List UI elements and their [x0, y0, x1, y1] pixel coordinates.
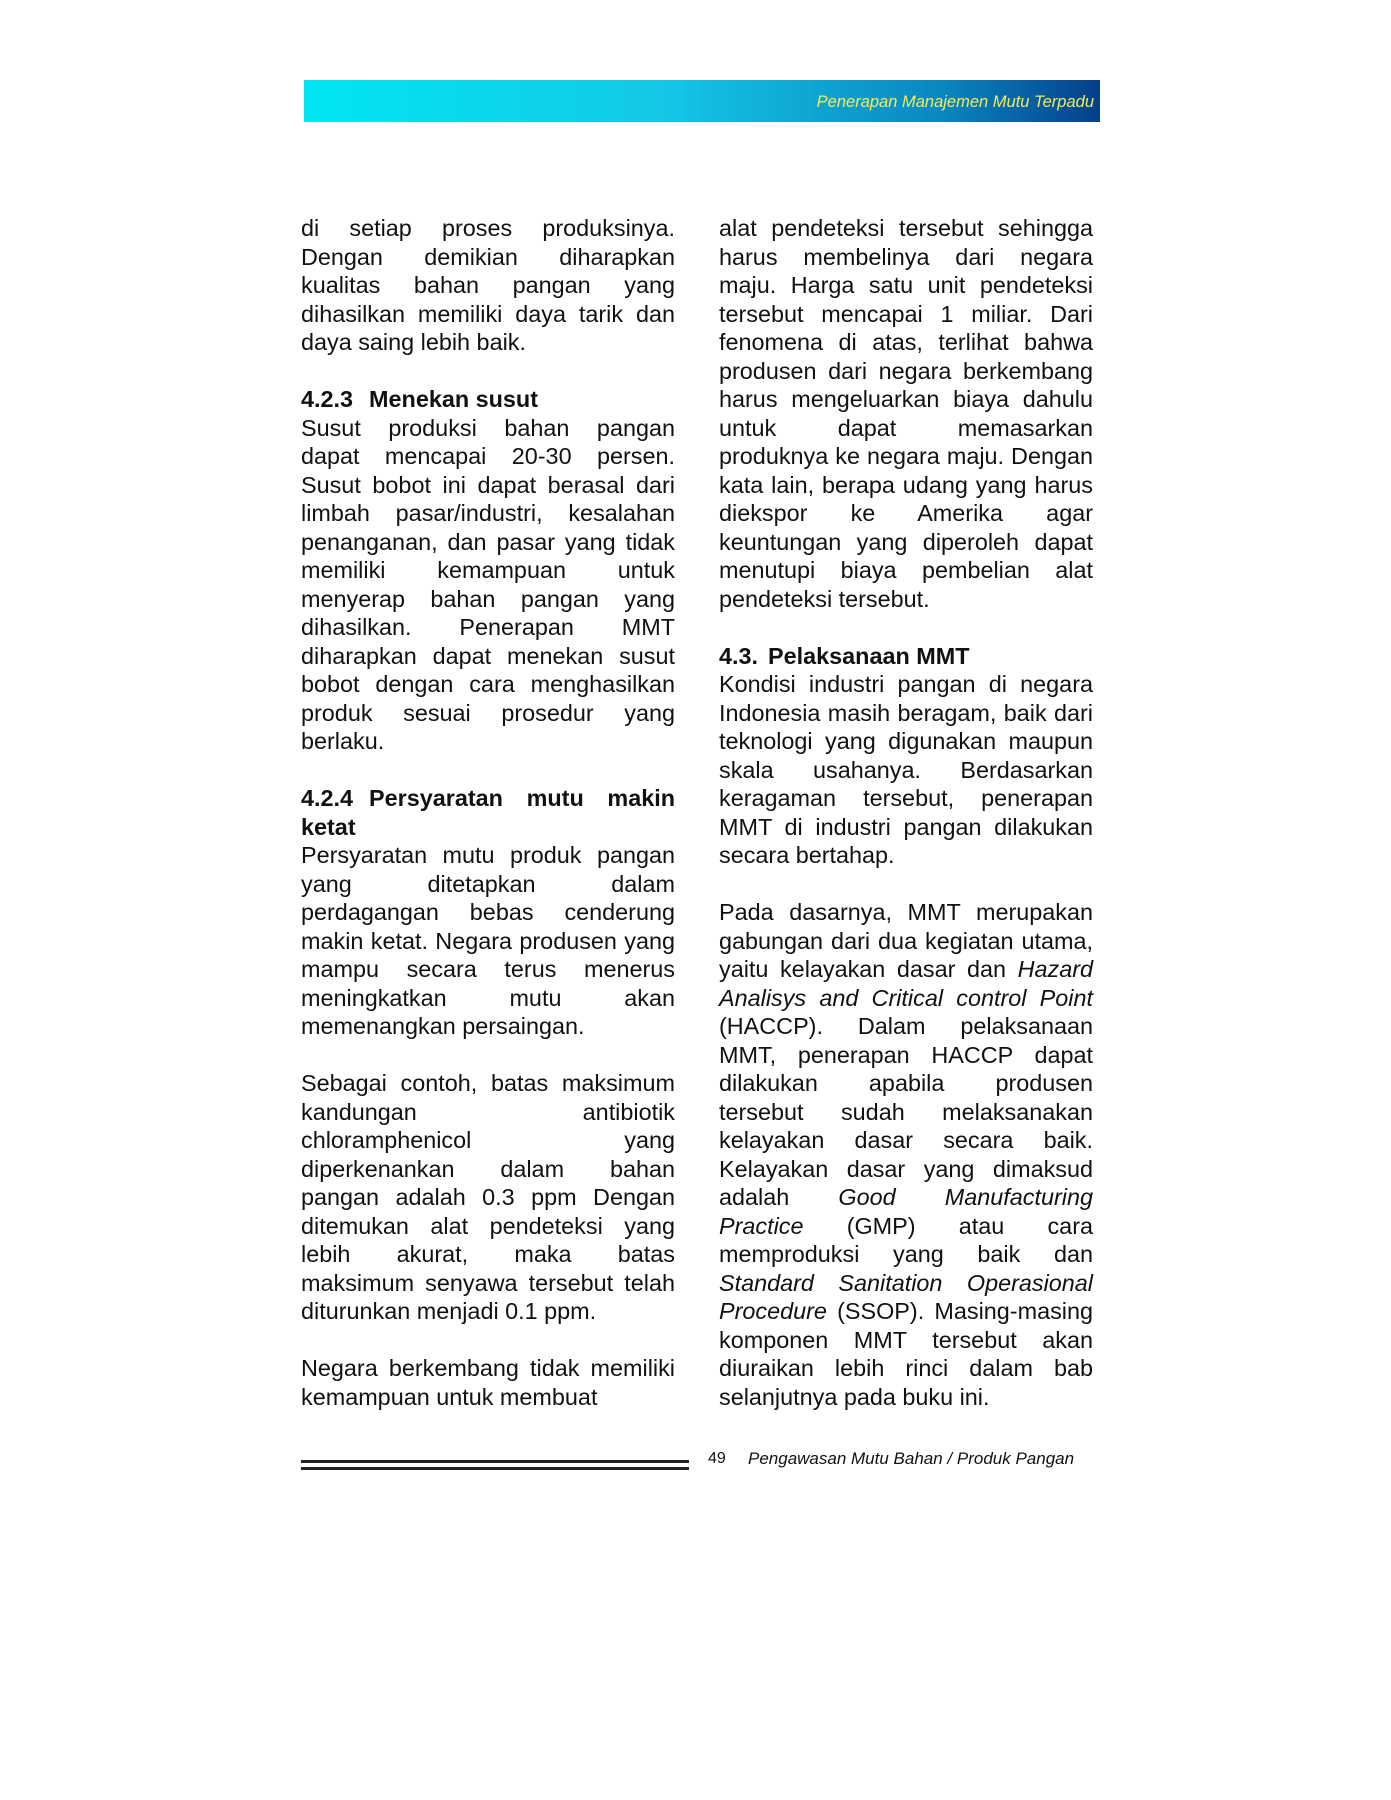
gmp-term: Good Manufacturing Practice — [719, 1184, 1093, 1239]
running-header-title: Penerapan Manajemen Mutu Terpadu — [816, 93, 1094, 111]
section-424-body: Persyaratan mutu produk pangan yang ditetapkan dalam perdagangan bebas cenderung makin ketat. Negara produsen yang mampu secara terus menerus meningkatkan mutu akan memenangkan persaingan. — [301, 842, 675, 1039]
footer-book-title: Pengawasan Mutu Bahan / Produk Pangan — [748, 1449, 1075, 1468]
section-43-heading — [719, 642, 1093, 671]
closing-text-4: (SSOP). Masing-masing komponen MMT tersebut akan diuraikan lebih rinci dalam bab selanjutnya pada buku ini. — [719, 1298, 1093, 1410]
continuation-paragraph: alat pendeteksi tersebut sehingga harus membelinya dari negara maju. Harga satu unit pendeteksi tersebut mencapai 1 miliar. Dari fenomena di atas, terlihat bahwa produsen dari negara berkembang harus mengeluarkan biaya dahulu untuk dapat memasarkan produknya ke negara maju. Dengan kata lain, berapa udang yang harus diekspor ke Amerika agar keuntungan yang diperoleh dapat menutupi biaya pembelian alat pendeteksi tersebut. — [719, 215, 1093, 612]
section-number: 4.2.4 — [301, 785, 354, 811]
haccp-term: Hazard Analisys and Critical control Point — [719, 956, 1093, 1011]
closing-paragraph — [719, 898, 1093, 1411]
page-number: 49 — [708, 1450, 726, 1467]
ssop-term: Standard Sanitation Operasional Procedure — [719, 1269, 1093, 1324]
header-band — [304, 80, 1100, 122]
closing-text-3: (GMP) atau cara memproduksi yang baik dan — [719, 1212, 1093, 1267]
right-column — [719, 214, 1093, 1411]
section-number: 4.3. — [719, 642, 759, 669]
footer-rule-line — [301, 1460, 689, 1463]
section-number: 4.2.3 — [301, 386, 354, 412]
closing-text-1: Pada dasarnya, MMT merupakan gabungan dari dua kegiatan utama, yaitu kelayakan dasar dan — [719, 899, 1093, 982]
developing-country-paragraph: Negara berkembang tidak memiliki kemampuan untuk membuat — [301, 1355, 675, 1410]
section-43-body: Kondisi industri pangan di negara Indonesia masih beragam, baik dari teknologi yang digunakan maupun skala usahanya. Berdasarkan keragaman tersebut, penerapan MMT di industri pangan dilakukan secara bertahap. — [719, 671, 1093, 868]
intro-paragraph: di setiap proses produksinya. Dengan demikian diharapkan kualitas bahan pangan yang dihasilkan memiliki daya tarik dan daya saing lebih baik. — [301, 215, 675, 355]
section-title: Pelaksanaan MMT — [768, 642, 970, 669]
section-423-heading — [301, 385, 675, 414]
section-424-heading — [301, 784, 675, 841]
example-paragraph: Sebagai contoh, batas maksimum kandungan antibiotik chloramphenicol yang diperkenankan dalam bahan pangan adalah 0.3 ppm Dengan ditemukan alat pendeteksi yang lebih akurat, maka batas maksimum senyawa tersebut telah diturunkan menjadi 0.1 ppm. — [301, 1070, 675, 1324]
closing-text-2: (HACCP). Dalam pelaksanaan MMT, penerapan HACCP dapat dilakukan apabila produsen tersebut sudah melaksanakan kelayakan dasar secara baik. Kelayakan dasar yang dimaksud adalah — [719, 1013, 1093, 1210]
section-title: Menekan susut — [369, 386, 539, 412]
footer-double-rule — [301, 1460, 689, 1470]
left-column — [301, 214, 675, 1411]
section-423-body: Susut produksi bahan pangan dapat mencapai 20-30 persen. Susut bobot ini dapat berasal dari limbah pasar/industri, kesalahan penanganan, dan pasar yang tidak memiliki kemampuan untuk menyerap bahan pangan yang dihasilkan. Penerapan MMT diharapkan dapat menekan susut bobot dengan cara menghasilkan produk sesuai prosedur yang berlaku. — [301, 414, 675, 754]
footer-rule-line — [301, 1467, 689, 1470]
section-title: Persyaratan mutu makin ketat — [301, 785, 675, 840]
